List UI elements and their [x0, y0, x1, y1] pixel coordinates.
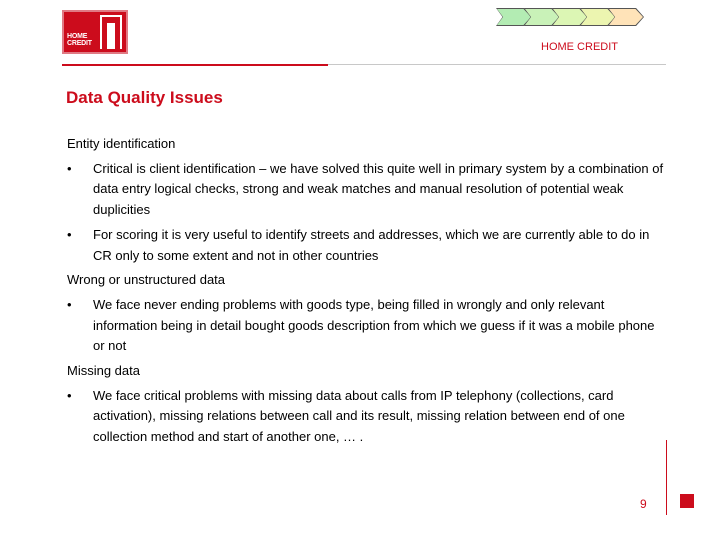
footer-vertical-rule	[666, 440, 667, 515]
bullet-item	[67, 159, 667, 221]
bullet-item	[67, 295, 667, 357]
brand-name: HOME CREDIT	[541, 41, 618, 53]
section-heading: Missing data	[67, 363, 140, 379]
bullet-dot: •	[67, 296, 72, 312]
section-wrong-data	[67, 270, 667, 357]
header-red-rule	[62, 64, 328, 66]
bullet-dot: •	[67, 387, 72, 403]
page-number: 9	[640, 497, 647, 511]
logo-text: HOME CREDIT	[67, 33, 92, 47]
slide-title: Data Quality Issues	[66, 88, 223, 107]
section-heading: Entity identification	[67, 136, 176, 151]
bullet-text: For scoring it is very useful to identify streets and addresses, which we are currently able to do in CR only to some extent and not in other countries	[93, 226, 650, 263]
home-credit-logo	[62, 10, 128, 54]
bullet-text: Critical is client identification – we have solved this quite well in primary system by a combination of data entry logical checks, strong and weak matches and manual resolution of potential weak duplicities	[93, 160, 664, 218]
bullet-item	[67, 225, 667, 266]
section-entity-identification	[67, 134, 667, 266]
bullet-dot: •	[67, 160, 72, 176]
bullet-dot: •	[67, 226, 72, 242]
header-grey-rule	[328, 64, 666, 65]
section-heading: Wrong or unstructured data	[67, 272, 226, 288]
corner-square	[680, 494, 694, 508]
house-icon	[100, 15, 122, 49]
section-missing-data	[67, 361, 667, 448]
bullet-item	[67, 386, 667, 448]
process-step-fill	[497, 9, 531, 25]
bullet-text: We face critical problems with missing data about calls from IP telephony (collections, card activation), missing relations between call and its result, missing relation between end of one collection method and start of another one, … .	[93, 387, 625, 445]
bullet-text: We face never ending problems with goods type, being filled in wrongly and only relevant information being in detail bought goods description from which we guess if it was a mobile phone or not	[93, 296, 655, 354]
process-steps	[496, 8, 658, 26]
slide-content	[67, 134, 667, 452]
